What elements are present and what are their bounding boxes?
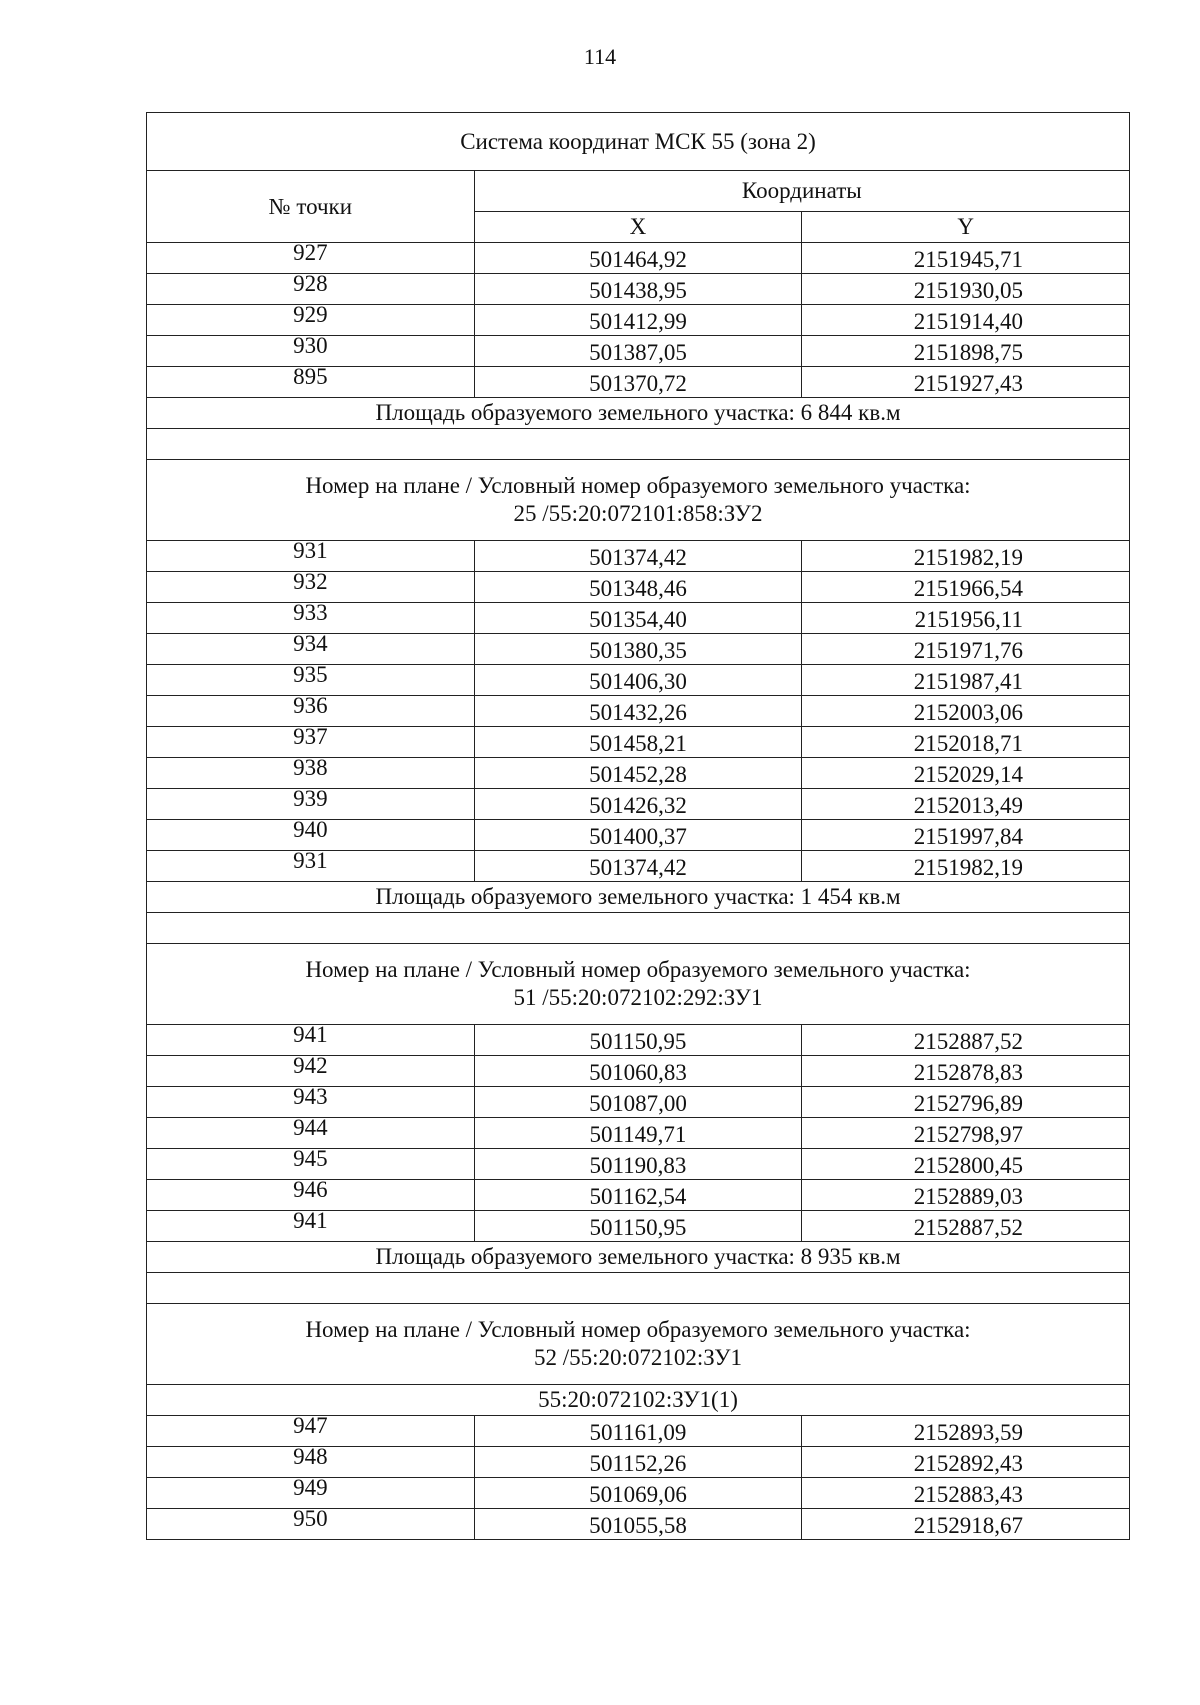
point-number: 945	[293, 1148, 328, 1171]
parcel-label: Номер на плане / Условный номер образуемого земельного участка:	[305, 957, 971, 982]
x-cell	[474, 1211, 802, 1242]
table-title-row	[147, 113, 1130, 171]
y-cell	[802, 1180, 1130, 1211]
coordinates-header: Координаты	[474, 171, 1129, 212]
point-number: 935	[293, 664, 328, 687]
table-row	[147, 274, 1130, 305]
point-number-cell	[147, 758, 475, 789]
y-value: 2151966,54	[913, 576, 1023, 601]
table-row	[147, 1509, 1130, 1540]
parcel-header	[147, 460, 1130, 541]
x-value: 501162,54	[589, 1184, 687, 1209]
x-cell	[474, 274, 802, 305]
x-value: 501458,21	[589, 731, 687, 756]
spacer-row	[147, 913, 1130, 944]
table-row	[147, 696, 1130, 727]
point-number-cell	[147, 274, 475, 305]
point-number: 931	[293, 540, 328, 563]
y-value: 2152887,52	[913, 1029, 1023, 1054]
point-number: 940	[293, 819, 328, 842]
y-header: Y	[802, 212, 1130, 243]
x-cell	[474, 758, 802, 789]
point-number: 937	[293, 726, 328, 749]
point-number: 949	[293, 1477, 328, 1500]
x-cell	[474, 1416, 802, 1447]
y-value: 2152798,97	[913, 1122, 1023, 1147]
y-value: 2151927,43	[913, 371, 1023, 396]
parcel-area: Площадь образуемого земельного участка: 6 844 кв.м	[147, 398, 1130, 429]
y-cell	[802, 1025, 1130, 1056]
y-value: 2152889,03	[913, 1184, 1023, 1209]
y-value: 2151956,11	[914, 607, 1023, 632]
point-number-cell	[147, 789, 475, 820]
parcel-header-row	[147, 944, 1130, 1025]
area-row	[147, 1242, 1130, 1273]
point-number: 936	[293, 695, 328, 718]
x-value: 501354,40	[589, 607, 687, 632]
x-cell	[474, 1180, 802, 1211]
x-cell	[474, 243, 802, 274]
x-value: 501380,35	[589, 638, 687, 663]
table-row	[147, 758, 1130, 789]
point-number: 895	[293, 366, 328, 389]
table-row	[147, 665, 1130, 696]
y-cell	[802, 1447, 1130, 1478]
point-number-cell	[147, 1118, 475, 1149]
x-value: 501426,32	[589, 793, 687, 818]
x-value: 501370,72	[589, 371, 687, 396]
coordinates-table	[146, 112, 1130, 1540]
x-cell	[474, 541, 802, 572]
x-value: 501149,71	[589, 1122, 687, 1147]
x-value: 501432,26	[589, 700, 687, 725]
parcel-header	[147, 944, 1130, 1025]
table-row	[147, 305, 1130, 336]
table-row	[147, 634, 1130, 665]
table-row	[147, 367, 1130, 398]
x-cell	[474, 572, 802, 603]
point-number-cell	[147, 603, 475, 634]
point-number-cell	[147, 1416, 475, 1447]
y-value: 2152893,59	[913, 1420, 1023, 1445]
y-value: 2151997,84	[913, 824, 1023, 849]
table-row	[147, 1211, 1130, 1242]
parcel-header-row	[147, 460, 1130, 541]
x-cell	[474, 1478, 802, 1509]
x-cell	[474, 1087, 802, 1118]
spacer-row	[147, 429, 1130, 460]
y-value: 2152796,89	[913, 1091, 1023, 1116]
y-cell	[802, 789, 1130, 820]
point-number: 934	[293, 633, 328, 656]
parcel-area: Площадь образуемого земельного участка: 8 935 кв.м	[147, 1242, 1130, 1273]
table-row	[147, 851, 1130, 882]
point-number-cell	[147, 541, 475, 572]
parcel-header-row	[147, 1304, 1130, 1385]
y-value: 2152918,67	[913, 1513, 1023, 1538]
sub-parcel-row	[147, 1385, 1130, 1416]
y-cell	[802, 1056, 1130, 1087]
x-value: 501161,09	[589, 1420, 687, 1445]
point-number: 933	[293, 602, 328, 625]
point-number-cell	[147, 1180, 475, 1211]
point-number-cell	[147, 243, 475, 274]
point-number: 939	[293, 788, 328, 811]
x-cell	[474, 820, 802, 851]
x-value: 501069,06	[589, 1482, 687, 1507]
y-value: 2151982,19	[913, 855, 1023, 880]
table-row	[147, 820, 1130, 851]
point-number-cell	[147, 1056, 475, 1087]
coordinate-system-title: Система координат МСК 55 (зона 2)	[147, 113, 1130, 171]
y-cell	[802, 336, 1130, 367]
x-value: 501406,30	[589, 669, 687, 694]
point-number-cell	[147, 1447, 475, 1478]
y-value: 2151914,40	[913, 309, 1023, 334]
point-number: 943	[293, 1086, 328, 1109]
x-value: 501464,92	[589, 247, 687, 272]
y-cell	[802, 758, 1130, 789]
x-value: 501060,83	[589, 1060, 687, 1085]
point-number: 947	[293, 1415, 328, 1438]
table-row	[147, 603, 1130, 634]
y-value: 2152029,14	[913, 762, 1023, 787]
x-cell	[474, 789, 802, 820]
point-number-cell	[147, 336, 475, 367]
y-value: 2152892,43	[913, 1451, 1023, 1476]
point-number: 948	[293, 1446, 328, 1469]
x-header: X	[474, 212, 802, 243]
parcel-number: 25 /55:20:072101:858:ЗУ2	[513, 501, 763, 526]
x-cell	[474, 665, 802, 696]
point-number-cell	[147, 1025, 475, 1056]
y-cell	[802, 634, 1130, 665]
y-cell	[802, 274, 1130, 305]
point-number: 927	[293, 242, 328, 265]
x-value: 501150,95	[589, 1215, 687, 1240]
point-number-cell	[147, 1149, 475, 1180]
y-value: 2151898,75	[913, 340, 1023, 365]
y-cell	[802, 305, 1130, 336]
y-cell	[802, 851, 1130, 882]
table-row	[147, 1478, 1130, 1509]
y-cell	[802, 696, 1130, 727]
y-value: 2152018,71	[913, 731, 1023, 756]
x-value: 501150,95	[589, 1029, 687, 1054]
point-number-cell	[147, 634, 475, 665]
x-cell	[474, 696, 802, 727]
y-cell	[802, 1087, 1130, 1118]
point-number-cell	[147, 851, 475, 882]
header-row	[147, 171, 1130, 212]
x-cell	[474, 305, 802, 336]
table-row	[147, 541, 1130, 572]
table-row	[147, 727, 1130, 758]
y-value: 2152878,83	[913, 1060, 1023, 1085]
table-row	[147, 1447, 1130, 1478]
empty-cell	[147, 913, 1130, 944]
parcel-number: 52 /55:20:072102:ЗУ1	[533, 1345, 743, 1370]
x-cell	[474, 603, 802, 634]
x-cell	[474, 727, 802, 758]
y-cell	[802, 243, 1130, 274]
y-cell	[802, 727, 1130, 758]
point-number-cell	[147, 1478, 475, 1509]
x-value: 501387,05	[589, 340, 687, 365]
x-value: 501348,46	[589, 576, 687, 601]
y-cell	[802, 820, 1130, 851]
table-row	[147, 789, 1130, 820]
point-number: 942	[293, 1055, 328, 1078]
x-cell	[474, 1118, 802, 1149]
x-value: 501374,42	[589, 545, 687, 570]
point-number-cell	[147, 305, 475, 336]
x-cell	[474, 851, 802, 882]
empty-cell	[147, 429, 1130, 460]
y-value: 2151930,05	[913, 278, 1023, 303]
x-cell	[474, 1149, 802, 1180]
y-value: 2151945,71	[913, 247, 1023, 272]
point-number: 929	[293, 304, 328, 327]
coordinates-table-body	[147, 113, 1130, 1540]
x-value: 501438,95	[589, 278, 687, 303]
x-value: 501400,37	[589, 824, 687, 849]
point-number: 932	[293, 571, 328, 594]
sub-parcel-number: 55:20:072102:ЗУ1(1)	[147, 1385, 1130, 1416]
point-number: 950	[293, 1508, 328, 1531]
x-value: 501087,00	[589, 1091, 687, 1116]
point-number-cell	[147, 1509, 475, 1540]
x-value: 501412,99	[589, 309, 687, 334]
y-cell	[802, 1509, 1130, 1540]
table-row	[147, 243, 1130, 274]
point-number: 946	[293, 1179, 328, 1202]
y-value: 2152003,06	[913, 700, 1023, 725]
point-number: 930	[293, 335, 328, 358]
table-row	[147, 1180, 1130, 1211]
y-cell	[802, 1211, 1130, 1242]
y-value: 2151971,76	[913, 638, 1023, 663]
y-cell	[802, 603, 1130, 634]
x-value: 501190,83	[589, 1153, 687, 1178]
y-value: 2151982,19	[913, 545, 1023, 570]
x-value: 501452,28	[589, 762, 687, 787]
point-number: 941	[293, 1024, 328, 1047]
point-number: 928	[293, 273, 328, 296]
x-value: 501152,26	[589, 1451, 687, 1476]
y-cell	[802, 1416, 1130, 1447]
point-number: 941	[293, 1210, 328, 1233]
point-number-cell	[147, 367, 475, 398]
table-row	[147, 1025, 1130, 1056]
area-row	[147, 398, 1130, 429]
table-row	[147, 1118, 1130, 1149]
x-cell	[474, 634, 802, 665]
y-cell	[802, 1118, 1130, 1149]
y-cell	[802, 572, 1130, 603]
point-number: 931	[293, 850, 328, 873]
y-cell	[802, 665, 1130, 696]
y-cell	[802, 1149, 1130, 1180]
x-cell	[474, 1025, 802, 1056]
page-number: 114	[583, 44, 617, 69]
point-number-cell	[147, 727, 475, 758]
x-cell	[474, 336, 802, 367]
point-number-cell	[147, 1211, 475, 1242]
y-value: 2152800,45	[913, 1153, 1023, 1178]
y-value: 2152883,43	[913, 1482, 1023, 1507]
parcel-number: 51 /55:20:072102:292:ЗУ1	[513, 985, 763, 1010]
point-number: 944	[293, 1117, 328, 1140]
table-row	[147, 1056, 1130, 1087]
table-row	[147, 1087, 1130, 1118]
y-value: 2152013,49	[913, 793, 1023, 818]
x-cell	[474, 367, 802, 398]
table-row	[147, 1149, 1130, 1180]
y-cell	[802, 1478, 1130, 1509]
x-cell	[474, 1056, 802, 1087]
point-number-cell	[147, 572, 475, 603]
point-number-cell	[147, 1087, 475, 1118]
spacer-row	[147, 1273, 1130, 1304]
parcel-label: Номер на плане / Условный номер образуемого земельного участка:	[305, 473, 971, 498]
empty-cell	[147, 1273, 1130, 1304]
area-row	[147, 882, 1130, 913]
x-value: 501055,58	[589, 1513, 687, 1538]
parcel-header	[147, 1304, 1130, 1385]
table-row	[147, 572, 1130, 603]
x-value: 501374,42	[589, 855, 687, 880]
table-row	[147, 336, 1130, 367]
parcel-area: Площадь образуемого земельного участка: 1 454 кв.м	[147, 882, 1130, 913]
y-cell	[802, 541, 1130, 572]
point-number-cell	[147, 820, 475, 851]
point-number-cell	[147, 696, 475, 727]
x-cell	[474, 1447, 802, 1478]
y-value: 2151987,41	[913, 669, 1023, 694]
y-value: 2152887,52	[913, 1215, 1023, 1240]
parcel-label: Номер на плане / Условный номер образуемого земельного участка:	[305, 1317, 971, 1342]
x-cell	[474, 1509, 802, 1540]
point-number-header: № точки	[147, 171, 475, 243]
point-number: 938	[293, 757, 328, 780]
point-number-cell	[147, 665, 475, 696]
table-row	[147, 1416, 1130, 1447]
y-cell	[802, 367, 1130, 398]
